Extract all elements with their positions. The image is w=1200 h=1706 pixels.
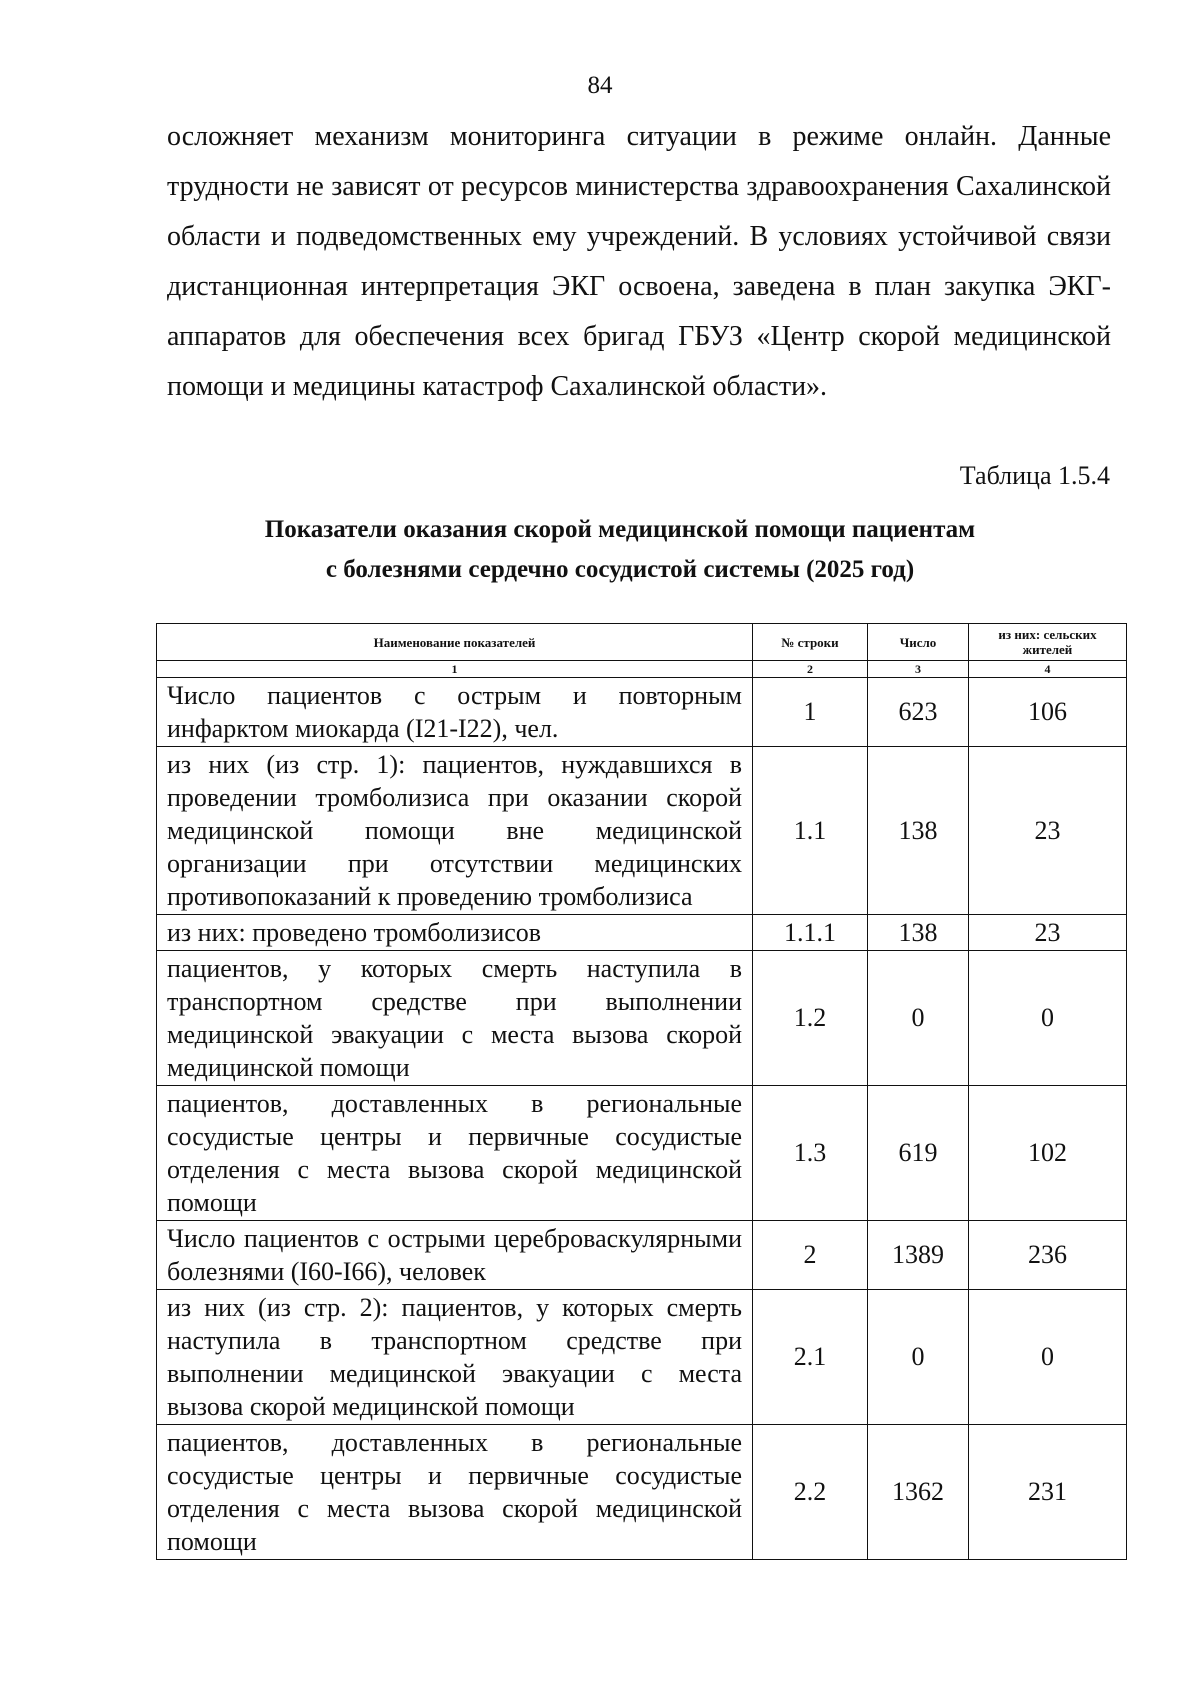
table-title-line-2: с болезнями сердечно сосудистой системы (2025 год) [325,556,915,583]
count-value: 138 [868,747,969,915]
header-indicator-name: Наименование показателей [157,624,753,661]
table-caption: Таблица 1.5.4 [959,461,1110,490]
rural-value: 23 [969,915,1127,951]
line-number: 1.1.1 [753,915,868,951]
rural-value: 231 [969,1425,1127,1560]
rural-value: 236 [969,1221,1127,1290]
column-number: 4 [969,661,1127,678]
count-value: 0 [868,1290,969,1425]
indicators-table [156,623,1127,1560]
count-value: 0 [868,951,969,1086]
rural-value: 0 [969,951,1127,1086]
indicator-name: Число пациентов с острым и повторным инфарктом миокарда (I21-I22), чел. [157,678,753,747]
count-value: 1362 [868,1425,969,1560]
indicator-name: из них: проведено тромболизисов [157,915,753,951]
table-row [157,678,1127,747]
column-number: 3 [868,661,969,678]
rural-value: 0 [969,1290,1127,1425]
table-title-line-1: Показатели оказания скорой медицинской помощи пациентам [264,516,976,543]
table-row [157,1290,1127,1425]
indicator-name: пациентов, у которых смерть наступила в транспортном средстве при выполнении медицинской эвакуации с места вызова скорой медицинской помощи [157,951,753,1086]
table-row [157,951,1127,1086]
count-value: 138 [868,915,969,951]
table-row [157,1086,1127,1221]
table-header-row [157,624,1127,661]
body-paragraph: осложняет механизм мониторинга ситуации в режиме онлайн. Данные трудности не зависят от ресурсов министерства здравоохранения Сахалинской области и подведомственных ему учреждений. В условиях устойчивой связи дистанционная интерпретация ЭКГ освоена, заведена в план закупка ЭКГ-аппаратов для обеспечения всех бригад ГБУЗ «Центр скорой медицинской помощи и медицины катастроф Сахалинской области». [167,121,1111,402]
indicator-name: Число пациентов с острыми цереброваскулярными болезнями (I60-I66), человек [157,1221,753,1290]
table-title [120,510,1120,590]
count-value: 619 [868,1086,969,1221]
line-number: 2.2 [753,1425,868,1560]
line-number: 2.1 [753,1290,868,1425]
indicator-name: пациентов, доставленных в региональные сосудистые центры и первичные сосудистые отделения с места вызова скорой медицинской помощи [157,1425,753,1560]
rural-value: 23 [969,747,1127,915]
header-count: Число [868,624,969,661]
column-number-row [157,661,1127,678]
line-number: 1 [753,678,868,747]
page-number: 84 [587,72,613,99]
rural-value: 106 [969,678,1127,747]
header-line-number: № строки [753,624,868,661]
table-row [157,1425,1127,1560]
count-value: 1389 [868,1221,969,1290]
table-row [157,915,1127,951]
table-row [157,1221,1127,1290]
line-number: 1.2 [753,951,868,1086]
column-number: 1 [157,661,753,678]
header-rural: из них: сельских жителей [969,624,1127,661]
count-value: 623 [868,678,969,747]
table-row [157,747,1127,915]
line-number: 1.1 [753,747,868,915]
indicator-name: из них (из стр. 2): пациентов, у которых смерть наступила в транспортном средстве при выполнении медицинской эвакуации с места вызова скорой медицинской помощи [157,1290,753,1425]
line-number: 1.3 [753,1086,868,1221]
line-number: 2 [753,1221,868,1290]
rural-value: 102 [969,1086,1127,1221]
indicator-name: пациентов, доставленных в региональные сосудистые центры и первичные сосудистые отделения с места вызова скорой медицинской помощи [157,1086,753,1221]
indicator-name: из них (из стр. 1): пациентов, нуждавшихся в проведении тромболизиса при оказании скорой медицинской помощи вне медицинской организации при отсутствии медицинских противопоказаний к проведению тромболизиса [157,747,753,915]
column-number: 2 [753,661,868,678]
